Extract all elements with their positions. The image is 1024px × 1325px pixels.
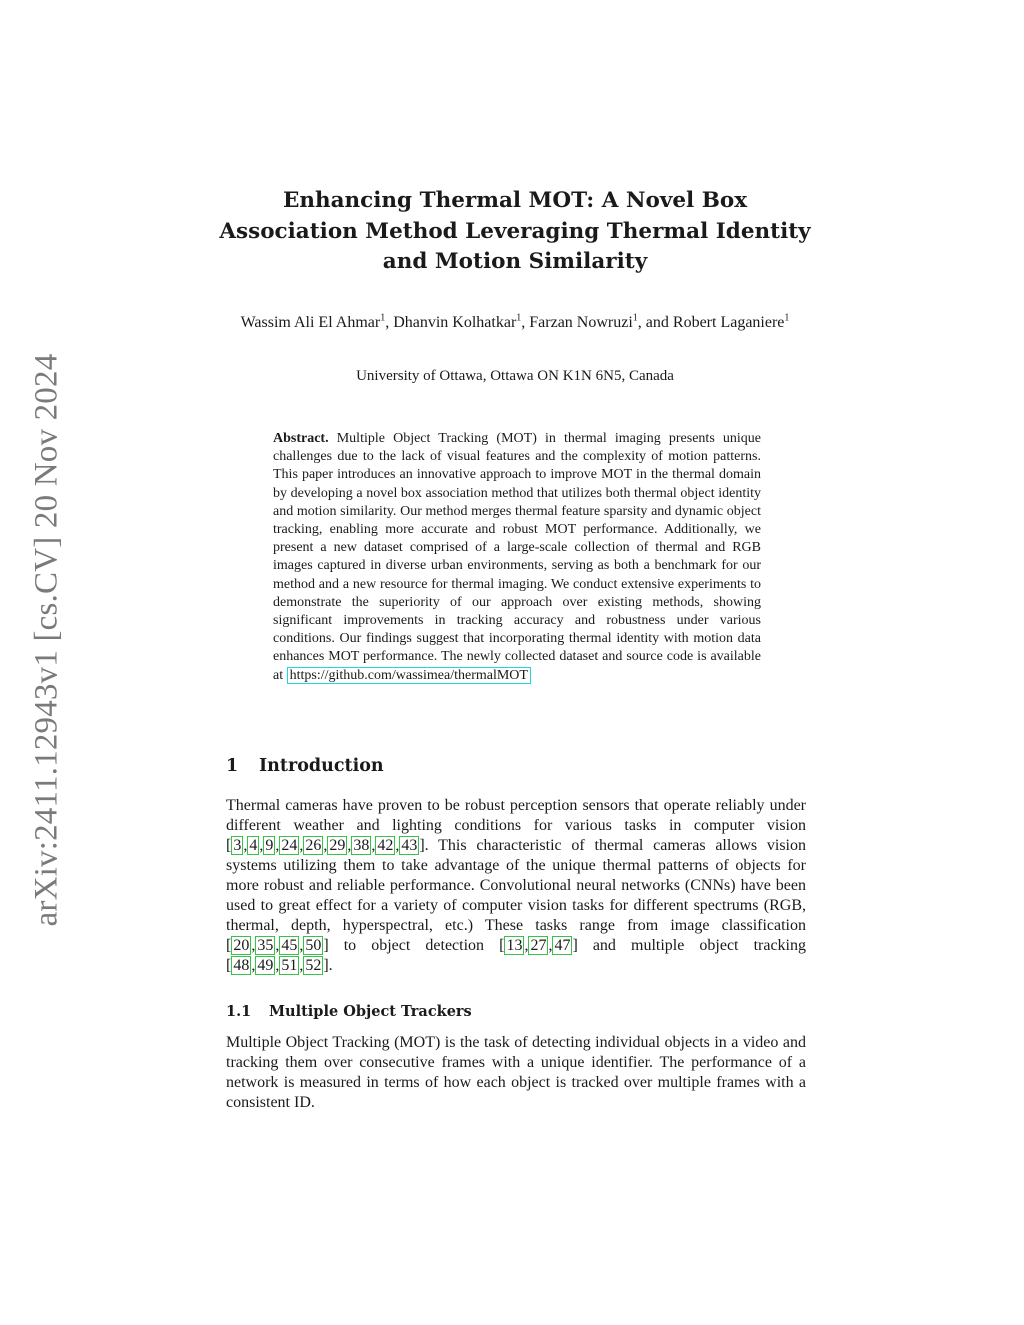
author-list: [220, 313, 810, 333]
author-name: Farzan Nowruzi: [529, 314, 633, 331]
citation-link[interactable]: 42: [377, 837, 394, 854]
paragraph-text: ]. This characteristic of thermal cameras allows vision systems utilizing them to take advantage of the unique thermal patterns of objects for more robust and reliable performance. Convolutional neural networks (CNNs) have been used to great effect for a variety of computer vision tasks for different spectrums (RGB, thermal, depth, hyperspectral, etc.) These tasks range from image classification [: [226, 837, 806, 954]
citation-link[interactable]: 49: [257, 957, 274, 974]
multiple-object-trackers-paragraph: Multiple Object Tracking (MOT) is the task of detecting individual objects in a video and tracking them over consecutive frames with a unique identifier. The performance of a network is measured in terms of how each object is tracked over multiple frames with a consistent ID.: [226, 1034, 806, 1111]
citation-link[interactable]: 45: [281, 937, 298, 954]
section-heading-introduction: [226, 756, 806, 776]
section-number: 1: [226, 756, 239, 776]
paragraph-text: ].: [323, 957, 333, 974]
author-separator: , and: [637, 314, 673, 331]
author-affiliation-mark: 1: [632, 312, 638, 324]
citation-link[interactable]: 50: [305, 937, 322, 954]
citation-link[interactable]: 27: [530, 937, 547, 954]
citation-link[interactable]: 9: [265, 837, 274, 854]
author-affiliation-mark: 1: [516, 312, 522, 324]
paragraph-text: ] and multiple object tracking [: [226, 937, 806, 974]
author-name: Wassim Ali El Ahmar: [240, 314, 381, 331]
author-name: Robert Laganiere: [672, 314, 785, 331]
citation-link[interactable]: 47: [554, 937, 571, 954]
code-repository-link[interactable]: https://github.com/wassimea/thermalMOT: [287, 667, 531, 684]
citation-link[interactable]: 43: [401, 837, 418, 854]
citation-link[interactable]: 38: [353, 837, 370, 854]
citation-link[interactable]: 13: [506, 937, 523, 954]
abstract: [273, 430, 761, 685]
paragraph-text: Thermal cameras have proven to be robust perception sensors that operate reliably under different weather and lighting conditions for various tasks in computer vision [: [226, 797, 806, 854]
citation-link[interactable]: 52: [305, 957, 322, 974]
author-name: Dhanvin Kolhatkar: [393, 314, 517, 331]
citation-link[interactable]: 20: [233, 937, 250, 954]
citation-link[interactable]: 51: [281, 957, 298, 974]
subsection-number: 1.1: [226, 1003, 252, 1020]
author-affiliation-mark: 1: [380, 312, 386, 324]
paragraph-text: ] to object detection [: [323, 937, 505, 954]
citation-link[interactable]: 48: [233, 957, 250, 974]
introduction-paragraph: Thermal cameras have proven to be robust perception sensors that operate reliably under different weather and lighting conditions for various tasks in computer vision [ 3 , 4 , 9 , 24 , 26 , 29 , 38 , 42 , 43 ]. This characteristic of thermal cameras allows vision systems utilizing them to take advantage of the unique thermal patterns of objects for more robust and reliable performance. Convolutional neural networks (CNNs) have been used to great effect for a variety of computer vision tasks for different spectrums (RGB, thermal, depth, hyperspectral, etc.) These tasks range from image classification [ 20 , 35 , 45 , 50 ] to object detection [ 13 , 27 , 47 ] and multiple object tracking [ 48 , 49 , 51 , 52 ].: [226, 797, 806, 974]
author-affiliation-mark: 1: [784, 312, 790, 324]
subsection-title: Multiple Object Trackers: [269, 1003, 472, 1020]
citation-link[interactable]: 26: [305, 837, 322, 854]
title-line: and Motion Similarity: [382, 249, 648, 274]
citation-link[interactable]: 24: [281, 837, 298, 854]
abstract-text: Multiple Object Tracking (MOT) in thermal imaging presents unique challenges due to the lack of visual features and the complexity of motion patterns. This paper introduces an innovative approach to improve MOT in the thermal domain by developing a novel box association method that utilizes both thermal object identity and motion similarity. Our method merges thermal feature sparsity and dynamic object tracking, enabling more accurate and robust MOT performance. Additionally, we present a new dataset comprised of a large-scale collection of thermal and RGB images captured in diverse urban environments, serving as both a benchmark for our method and a new resource for thermal imaging. We conduct extensive experiments to demonstrate the superiority of our approach over existing methods, showing significant improvements in tracking accuracy and robustness under various conditions. Our findings suggest that incorporating thermal identity with motion data enhances MOT performance. The newly collected dataset and source code is available at: [273, 431, 761, 683]
section-title: Introduction: [259, 756, 384, 776]
citation-link[interactable]: 4: [249, 837, 258, 854]
citation-link[interactable]: 35: [257, 937, 274, 954]
author-separator: ,: [385, 314, 394, 331]
abstract-label: Abstract.: [273, 431, 329, 446]
affiliation: University of Ottawa, Ottawa ON K1N 6N5, Canada: [356, 368, 674, 384]
title-line: Enhancing Thermal MOT: A Novel Box: [282, 188, 748, 213]
subsection-heading-multiple-object-trackers: [226, 1003, 806, 1020]
citation-link[interactable]: 29: [329, 837, 346, 854]
title-line: Association Method Leveraging Thermal Identity: [219, 218, 811, 244]
paper-title: [200, 186, 830, 278]
author-separator: ,: [521, 314, 530, 331]
citation-link[interactable]: 3: [233, 837, 242, 854]
arxiv-identifier-text: arXiv:2411.12943v1 [cs.CV] 20 Nov 2024: [28, 353, 65, 927]
